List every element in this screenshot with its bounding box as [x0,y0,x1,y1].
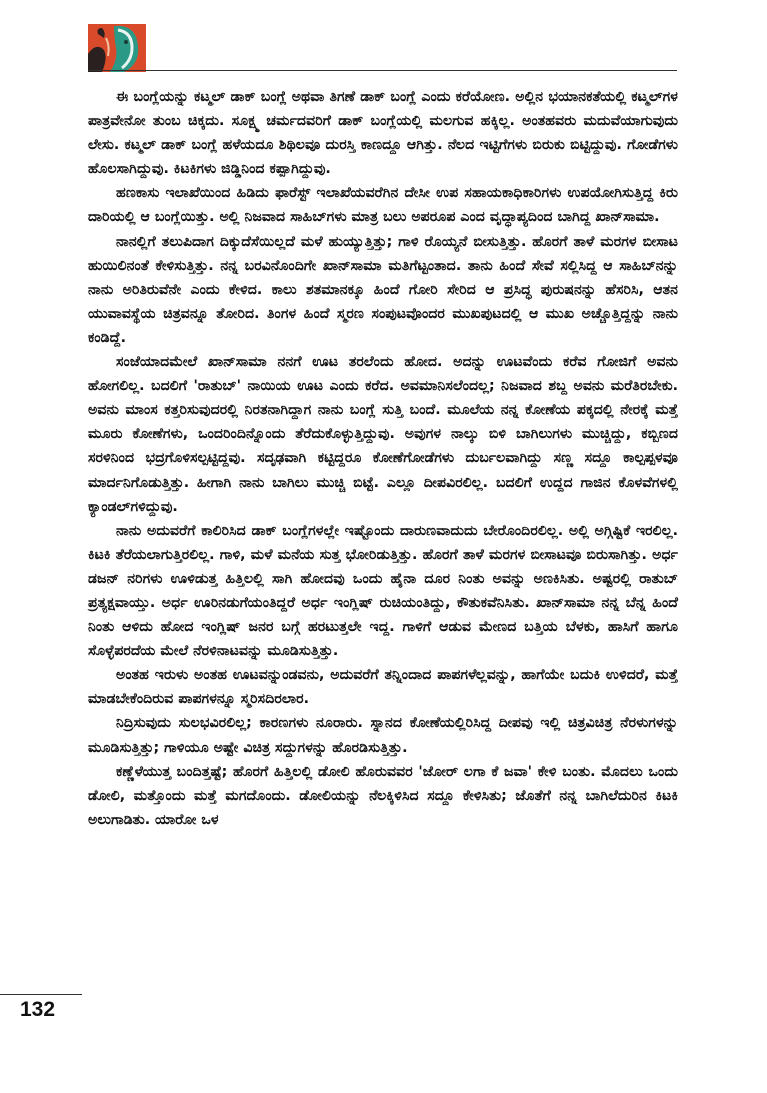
paragraph: ನಾನು ಅದುವರೆಗೆ ಕಾಲಿರಿಸಿದ ಡಾಕ್ ಬಂಗ್ಲೆಗಳಲ್ಲೇ ಇಷ್ಟೊಂದು ದಾರುಣವಾದುದು ಬೇರೊಂದಿರಲಿಲ್ಲ. ಅಲ್ಲಿ ಅಗ್ಗಿಷ್ಟಿಕೆ ಇರಲಿಲ್ಲ. ಕಿಟಕಿ ತೆರೆಯಲಾಗುತ್ತಿರಲಿಲ್ಲ. ಗಾಳಿ, ಮಳೆ ಮನೆಯ ಸುತ್ತ ಭೋರಿಡುತ್ತಿತ್ತು. ಹೊರಗೆ ತಾಳೆ ಮರಗಳ ಬೀಸಾಟವೂ ಬಿರುಸಾಗಿತ್ತು. ಅರ್ಧ ಡಜನ್ ನರಿಗಳು ಊಳಿಡುತ್ತ ಹಿತ್ತಿಲಲ್ಲಿ ಸಾಗಿ ಹೋದವು ಒಂದು ಹೈನಾ ದೂರ ನಿಂತು ಅವನ್ನು ಅಣಕಿಸಿತು. ಅಷ್ಟರಲ್ಲಿ ರಾತುಬ್ ಪ್ರತ್ಯಕ್ಷವಾಯ್ತು. ಅರ್ಧ ಊರಿನಡುಗೆಯಂತಿದ್ದರೆ ಅರ್ಧ ಇಂಗ್ಲಿಷ್ ರುಚಿಯಂತಿದ್ದು, ಕೌತುಕವೆನಿಸಿತು. ಖಾನ್‌ಸಾಮಾ ನನ್ನ ಬೆನ್ನ ಹಿಂದೆ ನಿಂತು ಆಳಿದು ಹೋದ ಇಂಗ್ಲಿಷ್ ಜನರ ಬಗ್ಗೆ ಹರಟುತ್ತಲೇ ಇದ್ದ. ಗಾಳಿಗೆ ಆಡುವ ಮೇಣದ ಬತ್ತಿಯ ಬೆಳಕು, ಹಾಸಿಗೆ ಹಾಗೂ ಸೊಳ್ಳೆಪರದೆಯ ಮೇಲೆ ನೆರಳಿನಾಟವನ್ನು ಮೂಡಿಸುತ್ತಿತ್ತು. [88,522,678,660]
paragraph: ಕಣ್ಣೆಳೆಯುತ್ತ ಬಂದಿತ್ತಷ್ಟೆ; ಹೊರಗೆ ಹಿತ್ತಿಲಲ್ಲಿ ಡೋಲಿ ಹೊರುವವರ 'ಜೋರ್ ಲಗಾ ಕೆ ಜವಾ' ಕೇಳಿ ಬಂತು. ಮೊದಲು ಒಂದು ಡೋಲಿ, ಮತ್ತೊಂದು ಮತ್ತೆ ಮಗದೊಂದು. ಡೋಲಿಯನ್ನು ನೆಲಕ್ಕಿಳಿಸಿದ ಸದ್ದೂ ಕೇಳಿಸಿತು; ಜೊತೆಗೆ ನನ್ನ ಬಾಗಿಲೆದುರಿನ ಕಿಟಕಿ ಅಲುಗಾಡಿತು. ಯಾರೋ ಒಳ [88,763,678,828]
header-rule [88,70,677,71]
story-body [88,85,678,832]
page-number: 132 [20,998,56,1021]
paragraph: ನಾನಲ್ಲಿಗೆ ತಲುಪಿದಾಗ ದಿಕ್ಕುದೆಸೆಯಿಲ್ಲದೆ ಮಳೆ ಹುಯ್ಯುತ್ತಿತ್ತು; ಗಾಳಿ ರೊಯ್ಯನೆ ಬೀಸುತ್ತಿತ್ತು. ಹೊರಗೆ ತಾಳೆ ಮರಗಳ ಬೀಸಾಟ ಹುಯಿಲಿನಂತೆ ಕೇಳಿಸುತ್ತಿತ್ತು. ನನ್ನ ಬರವಿನೊಂದಿಗೇ ಖಾನ್‌ಸಾಮಾ ಮತಿಗೆಟ್ಟಂತಾದ. ತಾನು ಹಿಂದೆ ಸೇವೆ ಸಲ್ಲಿಸಿದ್ದ ಆ ಸಾಹಿಬ್‌ನನ್ನು ನಾನು ಅರಿತಿರುವೆನೇ ಎಂದು ಕೇಳಿದ. ಕಾಲು ಶತಮಾನಕ್ಕೂ ಹಿಂದೆ ಗೋರಿ ಸೇರಿದ ಆ ಪ್ರಸಿದ್ಧ ಪುರುಷನನ್ನು ಹೆಸರಿಸಿ, ಆತನ ಯುವಾವಸ್ಥೆಯ ಚಿತ್ರವನ್ನೂ ತೋರಿದ. ತಿಂಗಳ ಹಿಂದೆ ಸ್ಮರಣ ಸಂಪುಟವೊಂದರ ಮುಖಪುಟದಲ್ಲಿ ಆ ಮುಖ ಅಚ್ಚೊತ್ತಿದ್ದನ್ನು ನಾನು ಕಂಡಿದ್ದೆ. [88,233,678,346]
page-number-rule [0,994,82,995]
paragraph: ನಿದ್ರಿಸುವುದು ಸುಲಭವಿರಲಿಲ್ಲ; ಕಾರಣಗಳು ನೂರಾರು. ಸ್ನಾನದ ಕೋಣೆಯಲ್ಲಿರಿಸಿದ್ದ ದೀಪವು ಇಲ್ಲಿ ಚಿತ್ರವಿಚಿತ್ರ ನೆರಳುಗಳನ್ನು ಮೂಡಿಸುತ್ತಿತ್ತು; ಗಾಳಿಯೂ ಅಷ್ಟೇ ವಿಚಿತ್ರ ಸದ್ದುಗಳನ್ನು ಹೊರಡಿಸುತ್ತಿತ್ತು. [88,715,678,756]
paragraph: ಅಂತಹ ಇರುಳು ಅಂತಹ ಊಟವನ್ನುಂಡವನು, ಅದುವರೆಗೆ ತನ್ನಿಂದಾದ ಪಾಪಗಳೆಲ್ಲವನ್ನು, ಹಾಗೆಯೇ ಬದುಕಿ ಉಳಿದರೆ, ಮತ್ತೆ ಮಾಡಬೇಕೆಂದಿರುವ ಪಾಪಗಳನ್ನೂ ಸ್ಮರಿಸದಿರಲಾರ. [88,667,678,708]
paragraph: ಈ ಬಂಗ್ಲೆಯನ್ನು ಕಟ್ಮಲ್ ಡಾಕ್ ಬಂಗ್ಲೆ ಅಥವಾ ತಿಗಣೆ ಡಾಕ್ ಬಂಗ್ಲೆ ಎಂದು ಕರೆಯೋಣ. ಅಲ್ಲಿನ ಭಯಾನಕತೆಯಲ್ಲಿ ಕಟ್ಮಲ್‌ಗಳ ಪಾತ್ರವೇನೋ ತುಂಬ ಚಿಕ್ಕದು. ಸೂಕ್ಷ್ಮ ಚರ್ಮದವರಿಗೆ ಡಾಕ್ ಬಂಗ್ಲೆಯಲ್ಲಿ ಮಲಗುವ ಹಕ್ಕಿಲ್ಲ. ಅಂತಹವರು ಮದುವೆಯಾಗುವುದು ಲೇಸು. ಕಟ್ಮಲ್ ಡಾಕ್ ಬಂಗ್ಲೆ ಹಳೆಯದೂ ಶಿಥಿಲವೂ ದುರಸ್ತಿ ಕಾಣದ್ದೂ ಆಗಿತ್ತು. ನೆಲದ ಇಟ್ಟಿಗೆಗಳು ಬಿರುಕು ಬಿಟ್ಟಿದ್ದುವು. ಗೋಡೆಗಳು ಹೊಲಸಾಗಿದ್ದುವು. ಕಿಟಕಿಗಳು ಜಿಡ್ಡಿನಿಂದ ಕಪ್ಪಾಗಿದ್ದುವು. [88,89,678,178]
story-illustration-icon [88,24,146,72]
paragraph: ಸಂಜೆಯಾದಮೇಲೆ ಖಾನ್‌ಸಾಮಾ ನನಗೆ ಊಟ ತರಲೆಂದು ಹೋದ. ಅದನ್ನು ಊಟವೆಂದು ಕರೆವ ಗೋಜಿಗೆ ಅವನು ಹೋಗಲಿಲ್ಲ. ಬದಲಿಗೆ 'ರಾತುಬ್' ನಾಯಿಯ ಊಟ ಎಂದು ಕರೆದ. ಅವಮಾನಿಸಲೆಂದಲ್ಲ; ನಿಜವಾದ ಶಬ್ದ ಅವನು ಮರೆತಿರಬೇಕು. ಅವನು ಮಾಂಸ ಕತ್ತರಿಸುವುದರಲ್ಲಿ ನಿರತನಾಗಿದ್ದಾಗ ನಾನು ಬಂಗ್ಲೆ ಸುತ್ತಿ ಬಂದೆ. ಮೂಲೆಯ ನನ್ನ ಕೋಣೆಯ ಪಕ್ಕದಲ್ಲಿ ನೇರಕ್ಕೆ ಮತ್ತೆ ಮೂರು ಕೋಣೆಗಳು, ಒಂದರಿಂದಿನ್ನೊಂದು ತೆರೆದುಕೊಳ್ಳುತ್ತಿದ್ದುವು. ಅವುಗಳ ನಾಲ್ಕು ಬಿಳಿ ಬಾಗಿಲುಗಳು ಮುಚ್ಚಿದ್ದು, ಕಬ್ಬಿಣದ ಸರಳಿನಿಂದ ಭದ್ರಗೊಳಿಸಲ್ಪಟ್ಟಿದ್ದವು. ಸದೃಢವಾಗಿ ಕಟ್ಟಿದ್ದರೂ ಕೋಣೆಗೋಡೆಗಳು ದುರ್ಬಲವಾಗಿದ್ದು ಸಣ್ಣ ಸದ್ದೂ ಕಾಲ್ಪಪ್ಪಳವೂ ಮಾರ್ದನಿಗೊಡುತ್ತಿತ್ತು. ಹೀಗಾಗಿ ನಾನು ಬಾಗಿಲು ಮುಚ್ಚಿ ಬಿಟ್ಟೆ. ಎಲ್ಲೂ ದೀಪವಿರಲಿಲ್ಲ. ಬದಲಿಗೆ ಉದ್ದದ ಗಾಜಿನ ಕೊಳವೆಗಳಲ್ಲಿ ಕ್ಯಾಂಡಲ್‌ಗಳಿದ್ದುವು. [88,354,678,515]
paragraph: ಹಣಕಾಸು ಇಲಾಖೆಯಿಂದ ಹಿಡಿದು ಫಾರೆಸ್ಟ್ ಇಲಾಖೆಯವರೆಗಿನ ದೇಸೀ ಉಪ ಸಹಾಯಕಾಧಿಕಾರಿಗಳು ಉಪಯೋಗಿಸುತ್ತಿದ್ದ ಕಿರು ದಾರಿಯಲ್ಲಿ ಆ ಬಂಗ್ಲೆಯಿತ್ತು. ಅಲ್ಲಿ ನಿಜವಾದ ಸಾಹಿಬ್‌ಗಳು ಮಾತ್ರ ಬಲು ಅಪರೂಪ ಎಂದ ವೃದ್ಧಾಪ್ಯದಿಂದ ಬಾಗಿದ್ದ ಖಾನ್‌ಸಾಮಾ. [88,185,678,226]
